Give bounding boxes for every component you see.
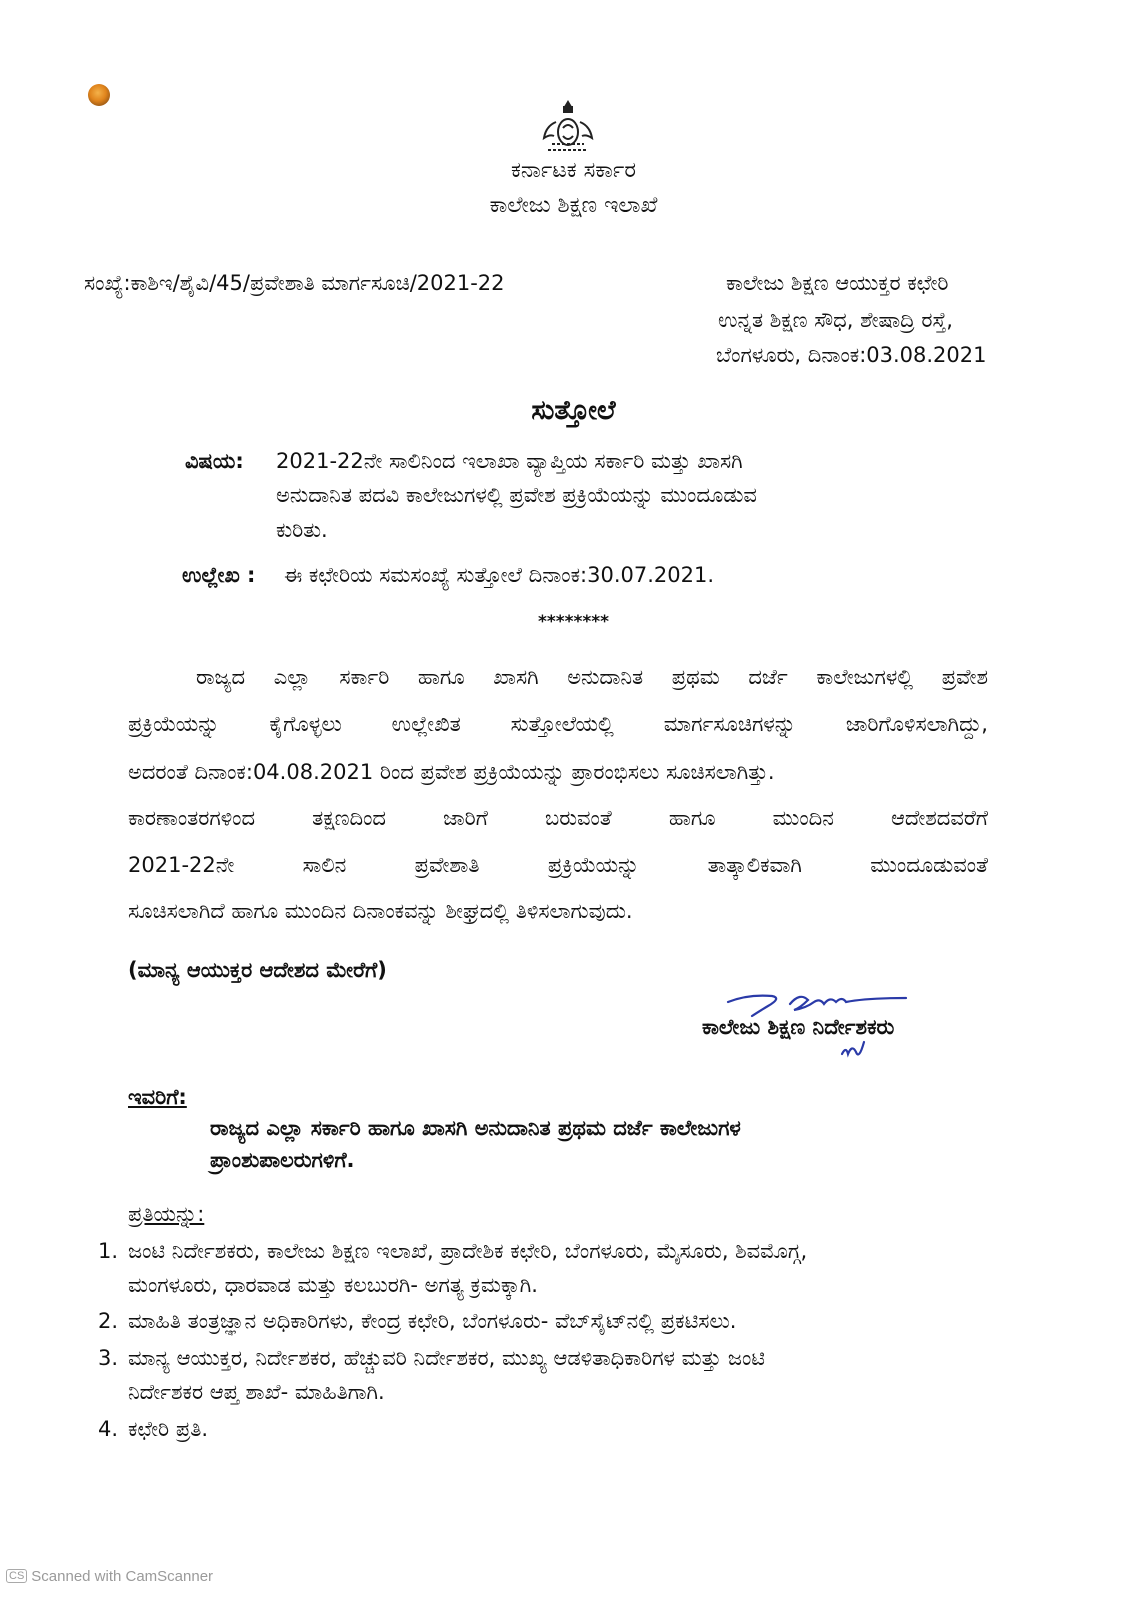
subject-line2: ಅನುದಾನಿತ ಪದವಿ ಕಾಲೇಜುಗಳಲ್ಲಿ ಪ್ರವೇಶ ಪ್ರಕ್ರಿಯೆಯನ್ನು ಮುಂದೂಡುವ	[276, 483, 757, 507]
copy-item-line2: ನಿರ್ದೇಶಕರ ಆಪ್ತ ಶಾಖೆ- ಮಾಹಿತಿಗಾಗಿ.	[128, 1380, 385, 1404]
body-line3: ಅದರಂತೆ ದಿನಾಂಕ:04.08.2021 ರಿಂದ ಪ್ರವೇಶ ಪ್ರಕ್ರಿಯೆಯನ್ನು ಪ್ರಾರಂಭಿಸಲು ಸೂಚಿಸಲಾಗಿತ್ತು.	[128, 760, 775, 784]
copy-item-line1: ಮಾನ್ಯ ಆಯುಕ್ತರ, ನಿರ್ದೇಶಕರ, ಹೆಚ್ಚುವರಿ ನಿರ್ದೇಶಕರ, ಮುಖ್ಯ ಆಡಳಿತಾಧಿಕಾರಿಗಳ ಮತ್ತು ಜಂಟಿ	[128, 1346, 766, 1370]
copy-item-number: 2.	[98, 1309, 119, 1333]
office-address-line2: ಉನ್ನತ ಶಿಕ್ಷಣ ಸೌಧ, ಶೇಷಾದ್ರಿ ರಸ್ತೆ,	[718, 308, 953, 332]
recipients-label: ಇವರಿಗೆ:	[128, 1085, 187, 1109]
subject-line3: ಕುರಿತು.	[276, 518, 328, 542]
copy-item-number: 1.	[98, 1239, 119, 1263]
recipients-line1: ರಾಜ್ಯದ ಎಲ್ಲಾ ಸರ್ಕಾರಿ ಹಾಗೂ ಖಾಸಗಿ ಅನುದಾನಿತ ಪ್ರಥಮ ದರ್ಜೆ ಕಾಲೇಜುಗಳ	[210, 1116, 741, 1140]
copy-item-line1: ಕಛೇರಿ ಪ್ರತಿ.	[128, 1417, 209, 1441]
copy-item-line1: ಜಂಟಿ ನಿರ್ದೇಶಕರು, ಕಾಲೇಜು ಶಿಕ್ಷಣ ಇಲಾಖೆ, ಪ್ರಾದೇಶಿಕ ಕಛೇರಿ, ಬೆಂಗಳೂರು, ಮೈಸೂರು, ಶಿವಮೊಗ್ಗ,	[128, 1239, 808, 1263]
copy-item-line1: ಮಾಹಿತಿ ತಂತ್ರಜ್ಞಾನ ಅಧಿಕಾರಿಗಳು, ಕೇಂದ್ರ ಕಛೇರಿ, ಬೆಂಗಳೂರು- ವೆಬ್‌ಸೈಟ್‌ನಲ್ಲಿ ಪ್ರಕಟಿಸಲು.	[128, 1309, 737, 1333]
subject-line1: 2021-22ನೇ ಸಾಲಿನಿಂದ ಇಲಾಖಾ ವ್ಯಾಪ್ತಿಯ ಸರ್ಕಾರಿ ಮತ್ತು ಖಾಸಗಿ	[276, 449, 743, 473]
karnataka-emblem-icon	[534, 98, 602, 158]
department-name: ಕಾಲೇಜು ಶಿಕ್ಷಣ ಇಲಾಖೆ	[489, 193, 658, 218]
body-line2: ಪ್ರಕ್ರಿಯೆಯನ್ನು ಕೈಗೊಳ್ಳಲು ಉಲ್ಲೇಖಿತ ಸುತ್ತೋಲೆಯಲ್ಲಿ ಮಾರ್ಗಸೂಚಿಗಳನ್ನು ಜಾರಿಗೊಳಿಸಲಾಗಿದ್ದು,	[128, 712, 988, 736]
copy-item-number: 4.	[98, 1417, 119, 1441]
separator-stars: ********	[537, 612, 610, 632]
reference-text: ಈ ಕಛೇರಿಯ ಸಮಸಂಖ್ಯೆ ಸುತ್ತೋಲೆ ದಿನಾಂಕ:30.07.2021.	[284, 563, 715, 587]
government-name: ಕರ್ನಾಟಕ ಸರ್ಕಾರ	[511, 158, 636, 183]
copy-item-line2: ಮಂಗಳೂರು, ಧಾರವಾಡ ಮತ್ತು ಕಲಬುರಗಿ- ಅಗತ್ಯ ಕ್ರಮಕ್ಕಾಗಿ.	[128, 1273, 538, 1297]
body-line1: ರಾಜ್ಯದ ಎಲ್ಲಾ ಸರ್ಕಾರಿ ಹಾಗೂ ಖಾಸಗಿ ಅನುದಾನಿತ ಪ್ರಥಮ ದರ್ಜೆ ಕಾಲೇಜುಗಳಲ್ಲಿ ಪ್ರವೇಶ	[196, 665, 988, 689]
order-note: (ಮಾನ್ಯ ಆಯುಕ್ತರ ಆದೇಶದ ಮೇರೆಗೆ)	[128, 958, 387, 982]
camscanner-badge: CS	[6, 1569, 27, 1583]
scan-mark-dot	[88, 84, 110, 106]
subject-label: ವಿಷಯ:	[185, 449, 244, 473]
office-date: ಬೆಂಗಳೂರು, ದಿನಾಂಕ:03.08.2021	[716, 343, 987, 367]
copies-label: ಪ್ರತಿಯನ್ನು:	[128, 1202, 205, 1226]
office-address-line1: ಕಾಲೇಜು ಶಿಕ್ಷಣ ಆಯುಕ್ತರ ಕಛೇರಿ	[726, 271, 949, 295]
reference-number: ಸಂಖ್ಯೆ:ಕಾಶಿಇ/ಶೈವಿ/45/ಪ್ರವೇಶಾತಿ ಮಾರ್ಗಸೂಚಿ/2021-22	[84, 271, 505, 295]
body-line4: ಕಾರಣಾಂತರಗಳಿಂದ ತಕ್ಷಣದಿಂದ ಜಾರಿಗೆ ಬರುವಂತೆ ಹಾಗೂ ಮುಂದಿನ ಆದೇಶದವರೆಗೆ	[128, 806, 988, 830]
reference-label: ಉಲ್ಲೇಖ :	[182, 563, 256, 587]
signatory-title: ಕಾಲೇಜು ಶಿಕ್ಷಣ ನಿರ್ದೇಶಕರು	[702, 1015, 895, 1039]
recipients-line2: ಪ್ರಾಂಶುಪಾಲರುಗಳಿಗೆ.	[210, 1148, 355, 1172]
scanner-watermark	[6, 1568, 213, 1585]
scanner-watermark-text: Scanned with CamScanner	[31, 1568, 214, 1585]
copy-item-number: 3.	[98, 1346, 119, 1370]
body-line5: 2021-22ನೇ ಸಾಲಿನ ಪ್ರವೇಶಾತಿ ಪ್ರಕ್ರಿಯೆಯನ್ನು ತಾತ್ಕಾಲಿಕವಾಗಿ ಮುಂದೂಡುವಂತೆ	[128, 853, 988, 877]
document-title: ಸುತ್ತೋಲೆ	[531, 395, 616, 426]
body-line6: ಸೂಚಿಸಲಾಗಿದೆ ಹಾಗೂ ಮುಂದಿನ ದಿನಾಂಕವನ್ನು ಶೀಘ್ರದಲ್ಲಿ ತಿಳಿಸಲಾಗುವುದು.	[128, 899, 633, 923]
